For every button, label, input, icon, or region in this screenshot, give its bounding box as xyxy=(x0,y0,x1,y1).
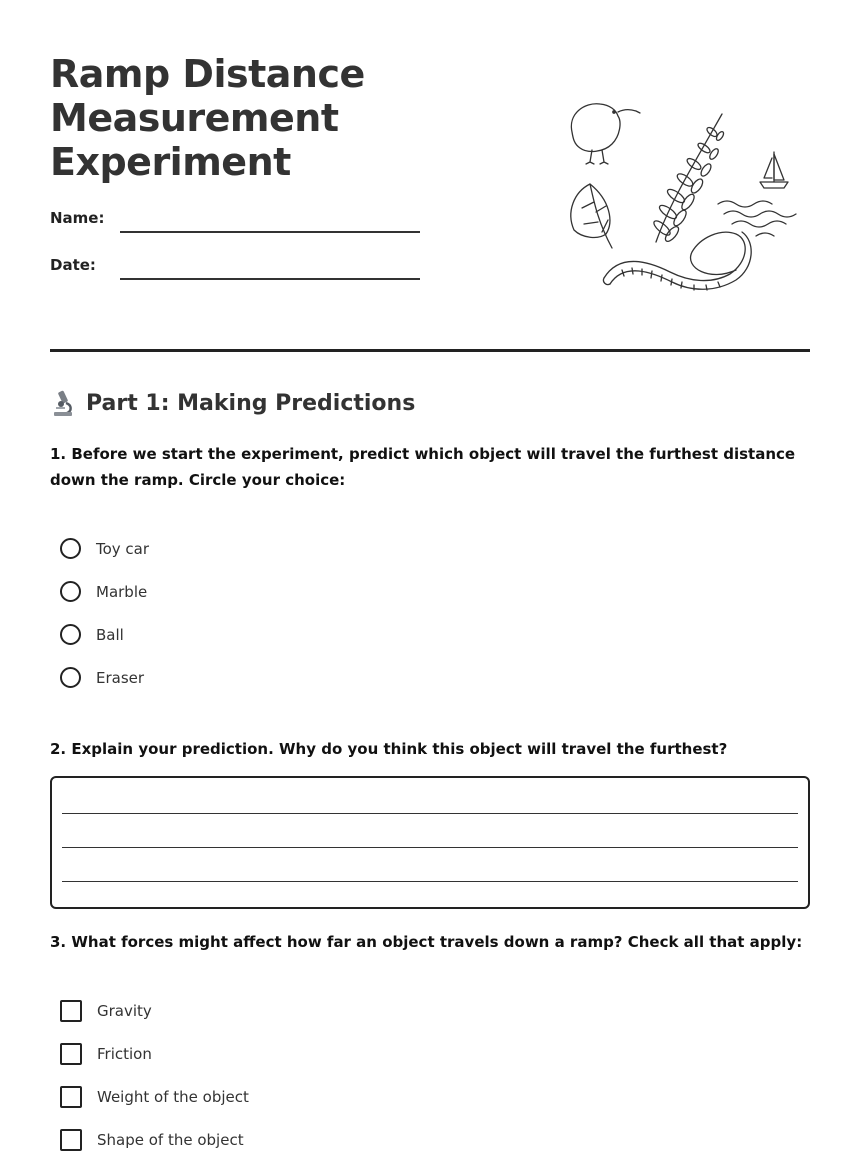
checkbox[interactable] xyxy=(60,1000,82,1022)
waves-icon xyxy=(718,201,796,236)
name-label: Name: xyxy=(50,209,105,227)
option-label: Shape of the object xyxy=(97,1130,244,1149)
checkbox[interactable] xyxy=(60,1086,82,1108)
option-label: Friction xyxy=(97,1044,152,1063)
sailboat-icon xyxy=(760,152,788,188)
radio-circle[interactable] xyxy=(60,581,81,602)
option-ball[interactable] xyxy=(60,613,149,656)
leaf-icon xyxy=(571,184,612,248)
answer-line[interactable] xyxy=(62,881,798,882)
answer-line[interactable] xyxy=(62,847,798,848)
radio-circle[interactable] xyxy=(60,667,81,688)
title-line-1: Ramp Distance xyxy=(50,52,365,96)
option-marble[interactable] xyxy=(60,570,149,613)
question-2-answer-box[interactable] xyxy=(50,776,810,909)
question-2: 2. Explain your prediction. Why do you think this object will travel the furthest? xyxy=(50,740,728,758)
date-field[interactable] xyxy=(50,256,420,286)
microscope-icon xyxy=(50,389,76,417)
option-weight[interactable] xyxy=(60,1075,249,1118)
option-toy-car[interactable] xyxy=(60,527,149,570)
fern-icon xyxy=(652,114,725,243)
part-1-heading xyxy=(50,389,415,417)
name-input-line[interactable] xyxy=(120,231,420,233)
date-label: Date: xyxy=(50,256,96,274)
name-field[interactable] xyxy=(50,209,420,239)
answer-line[interactable] xyxy=(62,813,798,814)
option-label: Gravity xyxy=(97,1001,152,1020)
page-title xyxy=(50,52,470,184)
option-label: Weight of the object xyxy=(97,1087,249,1106)
option-gravity[interactable] xyxy=(60,989,249,1032)
option-shape[interactable] xyxy=(60,1118,249,1161)
option-eraser[interactable] xyxy=(60,656,149,699)
checkbox[interactable] xyxy=(60,1043,82,1065)
radio-circle[interactable] xyxy=(60,624,81,645)
option-friction[interactable] xyxy=(60,1032,249,1075)
measuring-tape-icon xyxy=(603,232,751,290)
part-1-title: Part 1: Making Predictions xyxy=(86,390,416,416)
option-label: Marble xyxy=(96,582,148,601)
question-3-options xyxy=(60,989,249,1161)
kiwi-bird-icon xyxy=(571,104,640,164)
header-divider xyxy=(50,349,810,352)
title-line-2: Measurement xyxy=(50,96,339,140)
question-1-options xyxy=(60,527,149,699)
radio-circle[interactable] xyxy=(60,538,81,559)
question-1: 1. Before we start the experiment, predict which object will travel the furthest distance down the ramp. Circle your choice: xyxy=(50,445,796,489)
option-label: Ball xyxy=(96,625,124,644)
nature-illustration xyxy=(560,92,810,292)
option-label: Eraser xyxy=(96,668,145,687)
option-label: Toy car xyxy=(96,539,150,558)
checkbox[interactable] xyxy=(60,1129,82,1151)
question-3: 3. What forces might affect how far an object travels down a ramp? Check all that apply: xyxy=(50,933,803,951)
title-line-3: Experiment xyxy=(50,140,291,184)
date-input-line[interactable] xyxy=(120,278,420,280)
